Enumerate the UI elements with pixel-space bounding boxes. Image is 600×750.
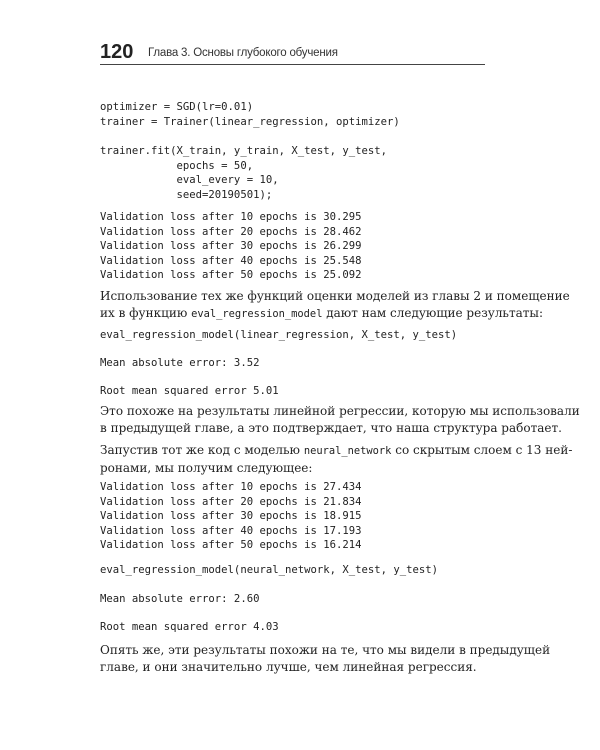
text-run: их в функцию [100, 306, 192, 320]
paragraph-line [100, 305, 543, 323]
output-block-nn [100, 480, 362, 553]
paragraph-line: ронами, мы получим следующее: [100, 461, 313, 475]
code-line: optimizer = SGD(lr=0.01) [100, 101, 254, 113]
paragraph-line: Опять же, эти результаты похожи на те, что мы видели в предыдущей [100, 643, 551, 657]
code-eval-nn: eval_regression_model(neural_network, X_test, y_test) [100, 564, 439, 576]
output-line: Validation loss after 10 epochs is 27.434 [100, 481, 362, 493]
output-line: Validation loss after 50 epochs is 16.214 [100, 539, 362, 552]
code-line: seed=20190501); [100, 188, 273, 201]
output-line: Validation loss after 40 epochs is 17.193 [100, 524, 362, 537]
output-line: Validation loss after 20 epochs is 21.834 [100, 495, 362, 508]
code-line: eval_every = 10, [100, 174, 279, 187]
output-line: Validation loss after 40 epochs is 25.548 [100, 254, 362, 267]
mae-nn: Mean absolute error: 2.60 [100, 593, 260, 605]
page-number: 120 [100, 41, 134, 63]
paragraph-linear-result [100, 403, 580, 437]
output-line: Validation loss after 10 epochs is 30.295 [100, 211, 362, 223]
paragraph-eval-intro [100, 288, 570, 323]
output-line: Validation loss after 30 epochs is 26.299 [100, 240, 362, 253]
text-run: дают нам следующие результаты: [322, 306, 543, 320]
code-line: trainer.fit(X_train, y_train, X_test, y_test, [100, 145, 388, 157]
inline-code-model: neural_network [303, 445, 392, 457]
output-line: Validation loss after 30 epochs is 18.915 [100, 510, 362, 523]
output-block-linear [100, 210, 362, 283]
output-line: Validation loss after 50 epochs is 25.092 [100, 269, 362, 282]
chapter-title: Глава 3. Основы глубокого обучения [148, 47, 338, 59]
code-eval-linear: eval_regression_model(linear_regression, X_test, y_test) [100, 329, 458, 341]
running-header [100, 38, 485, 65]
paragraph-line: Использование тех же функций оценки моделей из главы 2 и помещение [100, 289, 570, 303]
code-block-fit [100, 144, 387, 202]
inline-code-function: eval_regression_model [191, 308, 323, 320]
rmse-linear: Root mean squared error 5.01 [100, 385, 279, 397]
paragraph-line: Это похоже на результаты линейной регрессии, которую мы использовали [100, 404, 580, 418]
text-run: со скрытым слоем с 13 ней- [391, 443, 573, 457]
paragraph-line: в предыдущей главе, а это подтверждает, что наша структура работает. [100, 421, 562, 435]
code-line: epochs = 50, [100, 159, 254, 172]
paragraph-line: главе, и они значительно лучше, чем линейная регрессия. [100, 660, 477, 674]
paragraph-line [100, 442, 573, 460]
rmse-nn: Root mean squared error 4.03 [100, 621, 279, 633]
code-line: trainer = Trainer(linear_regression, optimizer) [100, 115, 400, 128]
output-line: Validation loss after 20 epochs is 28.462 [100, 225, 362, 238]
mae-linear: Mean absolute error: 3.52 [100, 357, 260, 369]
code-block-setup [100, 100, 400, 129]
text-run: Запустив тот же код с моделью [100, 443, 304, 457]
paragraph-conclusion [100, 642, 551, 676]
paragraph-nn-intro [100, 442, 573, 477]
